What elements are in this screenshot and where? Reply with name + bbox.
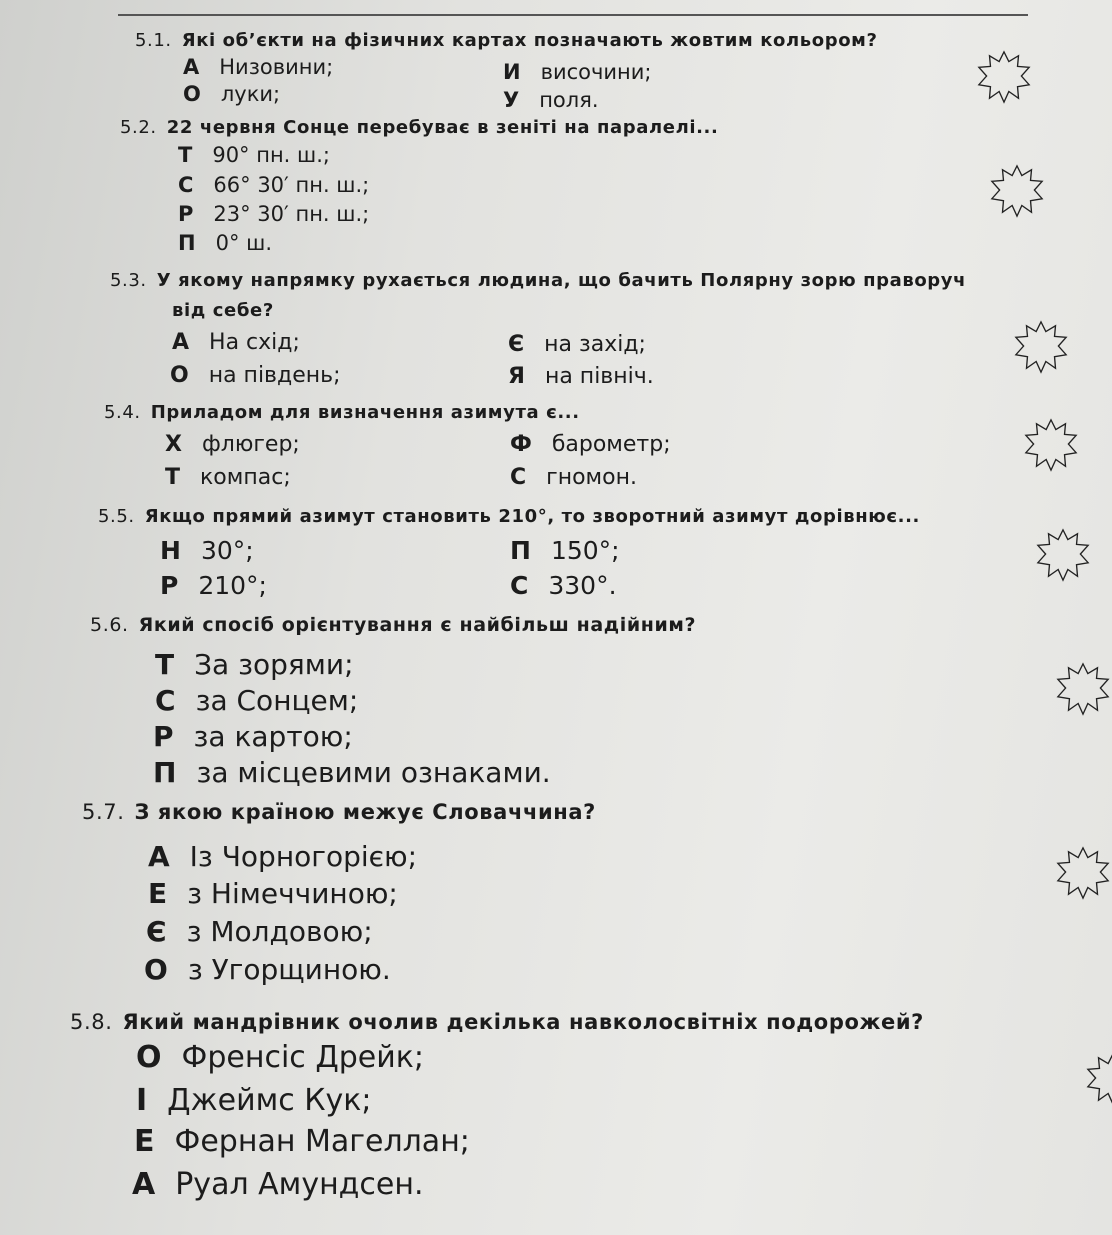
option-letter: Н: [160, 536, 181, 565]
option-text: за картою;: [193, 720, 353, 753]
option-letter: Х: [165, 432, 182, 457]
option-text: на південь;: [208, 363, 341, 388]
answer-star-icon[interactable]: [1012, 318, 1070, 376]
answer-option[interactable]: [172, 330, 300, 355]
question-number: 5.7.: [82, 800, 125, 824]
question-text-continued: від себе?: [172, 300, 274, 321]
option-letter: А: [132, 1167, 156, 1202]
question-5-7: [82, 800, 596, 824]
answer-option[interactable]: [146, 915, 373, 948]
option-text: 90° пн. ш.;: [212, 143, 331, 167]
answer-option[interactable]: [153, 720, 353, 753]
answer-option[interactable]: [155, 684, 358, 717]
answer-option[interactable]: [170, 363, 341, 388]
question-5-3: [110, 270, 966, 291]
option-letter: С: [510, 571, 529, 600]
answer-option[interactable]: [148, 877, 398, 910]
option-letter: И: [503, 60, 521, 84]
option-letter: Т: [165, 465, 181, 490]
answer-option[interactable]: [153, 756, 551, 789]
answer-option[interactable]: [183, 55, 333, 79]
answer-option[interactable]: [160, 536, 254, 565]
answer-option[interactable]: [503, 88, 599, 112]
answer-option[interactable]: [503, 60, 652, 84]
option-text: 30°;: [200, 536, 254, 565]
answer-option[interactable]: [510, 536, 620, 565]
option-letter: Я: [508, 364, 525, 389]
option-text: гномон.: [546, 465, 637, 490]
question-5-8: [70, 1010, 924, 1034]
question-text: Приладом для визначення азимута є...: [150, 402, 580, 423]
option-text: флюгер;: [201, 432, 300, 457]
question-text: У якому напрямку рухається людина, що бачить Полярну зорю праворуч: [156, 270, 967, 291]
top-rule: [118, 14, 1028, 16]
question-text: Який спосіб орієнтування є найбільш надійним?: [138, 614, 697, 636]
question-text: З якою країною межує Словаччина?: [134, 800, 596, 824]
option-text: 150°;: [550, 536, 620, 565]
answer-option[interactable]: [136, 1040, 424, 1075]
option-text: Фернан Магеллан;: [174, 1124, 470, 1159]
question-number: 5.1.: [135, 30, 172, 51]
answer-option[interactable]: [160, 571, 267, 600]
option-letter: О: [136, 1040, 162, 1075]
option-letter: О: [183, 82, 201, 106]
option-letter: П: [153, 756, 177, 789]
option-text: Руал Амундсен.: [175, 1167, 424, 1202]
option-text: луки;: [220, 82, 281, 106]
question-text: Якщо прямий азимут становить 210°, то зворотний азимут дорівнює...: [144, 506, 920, 527]
option-text: 0° ш.: [215, 231, 273, 255]
answer-option[interactable]: [136, 1083, 372, 1118]
option-text: 66° 30′ пн. ш.;: [213, 173, 370, 197]
question-number: 5.5.: [98, 506, 135, 527]
question-5-3-line2: [172, 300, 274, 321]
option-text: Низовини;: [219, 55, 334, 79]
option-text: поля.: [539, 88, 599, 112]
option-letter: Ф: [510, 432, 532, 457]
answer-option[interactable]: [183, 82, 280, 106]
answer-star-icon[interactable]: [1054, 660, 1112, 718]
option-letter: У: [503, 88, 520, 112]
option-letter: Є: [508, 332, 525, 357]
question-number: 5.6.: [90, 614, 129, 636]
answer-option[interactable]: [178, 143, 330, 167]
answer-option[interactable]: [510, 432, 671, 457]
option-text: барометр;: [551, 432, 671, 457]
answer-option[interactable]: [155, 648, 354, 681]
option-letter: Т: [178, 143, 193, 167]
option-letter: І: [136, 1083, 148, 1118]
answer-star-icon[interactable]: [988, 162, 1046, 220]
option-letter: Р: [153, 720, 174, 753]
answer-star-icon[interactable]: [975, 48, 1033, 106]
answer-option[interactable]: [134, 1124, 470, 1159]
option-letter: Е: [148, 877, 168, 910]
question-5-6: [90, 614, 696, 636]
option-text: височини;: [540, 60, 652, 84]
question-number: 5.4.: [104, 402, 141, 423]
option-letter: А: [183, 55, 200, 79]
question-5-4: [104, 402, 580, 423]
option-text: за Сонцем;: [195, 684, 359, 717]
option-text: з Угорщиною.: [187, 953, 391, 986]
answer-option[interactable]: [508, 332, 646, 357]
option-text: Джеймс Кук;: [167, 1083, 372, 1118]
answer-option[interactable]: [510, 465, 637, 490]
answer-option[interactable]: [510, 571, 617, 600]
option-text: Френсіс Дрейк;: [181, 1040, 424, 1075]
option-text: Із Чорногорією;: [189, 840, 418, 873]
question-number: 5.2.: [120, 117, 157, 138]
answer-option[interactable]: [178, 202, 369, 226]
option-text: на північ.: [544, 364, 654, 389]
answer-star-icon[interactable]: [1022, 416, 1080, 474]
answer-option[interactable]: [178, 231, 272, 255]
option-letter: П: [178, 231, 196, 255]
question-text: Який мандрівник очолив декілька навколосвітніх подорожей?: [122, 1010, 924, 1034]
option-letter: Т: [155, 648, 175, 681]
answer-option[interactable]: [165, 465, 291, 490]
option-text: за місцевими ознаками.: [196, 756, 551, 789]
option-text: на захід;: [544, 332, 646, 357]
option-letter: А: [172, 330, 190, 355]
option-text: 23° 30′ пн. ш.;: [213, 202, 370, 226]
answer-star-icon[interactable]: [1054, 844, 1112, 902]
answer-star-icon[interactable]: [1084, 1050, 1112, 1108]
option-letter: С: [155, 684, 176, 717]
option-letter: Є: [146, 915, 167, 948]
question-number: 5.3.: [110, 270, 147, 291]
answer-option[interactable]: [144, 953, 391, 986]
answer-option[interactable]: [508, 364, 654, 389]
option-letter: Р: [160, 571, 179, 600]
option-text: з Молдовою;: [186, 915, 373, 948]
question-number: 5.8.: [70, 1010, 113, 1034]
question-5-1: [135, 30, 878, 51]
question-text: 22 червня Сонце перебуває в зеніті на паралелі...: [166, 117, 719, 138]
answer-option[interactable]: [165, 432, 300, 457]
option-text: компас;: [200, 465, 291, 490]
answer-option[interactable]: [178, 173, 369, 197]
option-letter: А: [148, 840, 170, 873]
question-5-5: [98, 506, 920, 527]
option-letter: О: [170, 363, 189, 388]
answer-option[interactable]: [148, 840, 417, 873]
answer-option[interactable]: [132, 1167, 424, 1202]
option-letter: П: [510, 536, 531, 565]
answer-star-icon[interactable]: [1034, 526, 1092, 584]
option-text: За зорями;: [194, 648, 354, 681]
option-text: 210°;: [198, 571, 267, 600]
option-letter: С: [178, 173, 194, 197]
option-letter: Е: [134, 1124, 155, 1159]
option-letter: О: [144, 953, 168, 986]
option-letter: С: [510, 465, 527, 490]
option-letter: Р: [178, 202, 194, 226]
question-text: Які об’єкти на фізичних картах позначають жовтим кольором?: [181, 30, 878, 51]
option-text: На схід;: [209, 330, 300, 355]
option-text: 330°.: [548, 571, 617, 600]
question-5-2: [120, 117, 718, 138]
option-text: з Німеччиною;: [187, 877, 398, 910]
